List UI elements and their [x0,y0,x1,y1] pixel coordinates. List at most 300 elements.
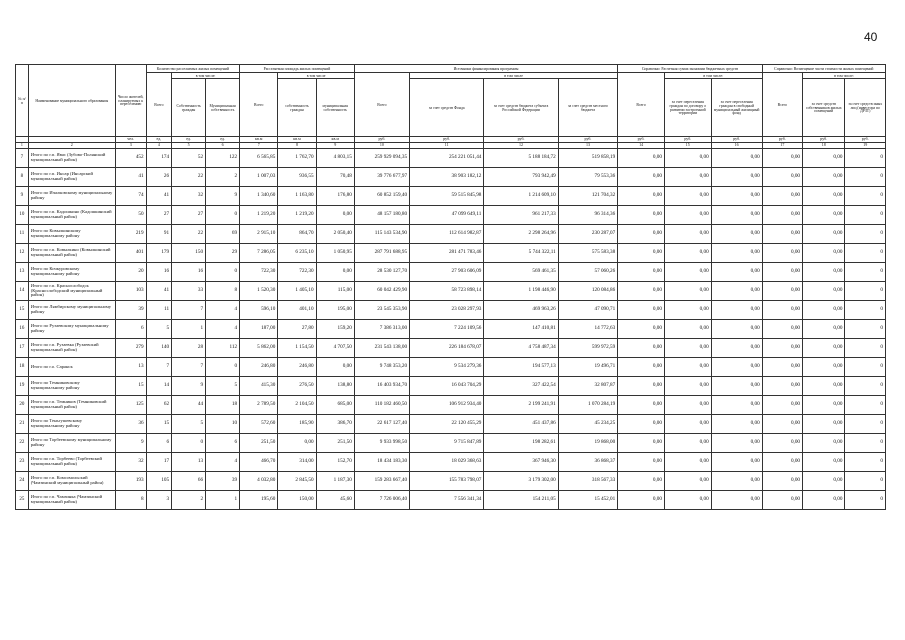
value-cell: 159 283 667,40 [354,472,409,491]
value-cell: 13 [172,453,206,472]
value-cell: 36 [115,415,146,434]
unit-cell: руб. [618,137,665,143]
value-cell: 32 [115,453,146,472]
column-number-cell: 8 [278,143,316,149]
header-rooms-total: Всего [146,73,171,137]
value-cell: 62 [146,396,171,415]
value-cell: 0,00 [762,206,802,225]
value-cell: 115,00 [316,282,354,301]
column-number-cell: 5 [172,143,206,149]
value-cell: 2 [206,168,240,187]
header-rooms-citizen: Собственность граждан [172,79,206,137]
value-cell: 0,00 [711,244,762,263]
value-cell: 0 [206,206,240,225]
value-cell: 0,00 [762,320,802,339]
value-cell: 0,00 [762,187,802,206]
value-cell: 1 050,95 [316,244,354,263]
value-cell: 287 791 688,95 [354,244,409,263]
value-cell: 59 515 845,98 [410,187,484,206]
column-number-cell: 4 [146,143,171,149]
value-cell: 0,00 [762,244,802,263]
value-cell: 0,00 [711,472,762,491]
value-cell: 16 403 934,70 [354,377,409,396]
value-cell: 7 386 313,00 [354,320,409,339]
value-cell: 185,90 [278,415,316,434]
column-number-cell: 11 [410,143,484,149]
municipality-name: Итого по г.п. Инсар (Инсарский муниципальный район) [28,168,115,187]
column-number-cell: 13 [558,143,618,149]
value-cell: 0,00 [711,453,762,472]
value-cell: 5 188 184,72 [484,149,558,168]
value-cell: 193 [115,472,146,491]
value-cell: 20 [115,263,146,282]
value-cell: 17 [146,453,171,472]
municipality-name: Итого по г.п. Явас (Зубово-Полянский муниципальный район) [28,149,115,168]
value-cell: 179 [146,244,171,263]
value-cell: 722,30 [278,263,316,282]
row-number: 8 [16,168,29,187]
value-cell: 0,00 [762,377,802,396]
value-cell: 2 298 264,96 [484,225,558,244]
value-cell: 96 314,36 [558,206,618,225]
value-cell: 1 [206,491,240,510]
value-cell: 1 340,60 [240,187,278,206]
value-cell: 122 [206,149,240,168]
value-cell: 187,00 [240,320,278,339]
value-cell: 4 707,50 [316,339,354,358]
value-cell: 0,00 [711,339,762,358]
value-cell: 152,70 [316,453,354,472]
value-cell: 7 726 006,40 [354,491,409,510]
row-number: 7 [16,149,29,168]
table-row [16,472,886,491]
value-cell: 0,00 [803,282,845,301]
value-cell: 32 807,87 [558,377,618,396]
value-cell: 0 [845,472,886,491]
value-cell: 103 [115,282,146,301]
value-cell: 195,00 [316,301,354,320]
row-number: 19 [16,377,29,396]
unit-cell: руб. [354,137,409,143]
header-area-subgroup: в том числе [278,73,354,79]
value-cell: 48 157 180,80 [354,206,409,225]
value-cell: 155 783 798,07 [410,472,484,491]
value-cell: 6 [146,434,171,453]
value-cell: 2 [172,491,206,510]
row-number: 25 [16,491,29,510]
value-cell: 41 [146,282,171,301]
value-cell: 115 143 534,90 [354,225,409,244]
value-cell: 1 405,10 [278,282,316,301]
value-cell: 150 [172,244,206,263]
table-row [16,149,886,168]
value-cell: 1 762,70 [278,149,316,168]
value-cell: 469 963,26 [484,301,558,320]
value-cell: 27,80 [278,320,316,339]
value-cell: 0,00 [618,434,665,453]
value-cell: 41 [146,187,171,206]
value-cell: 7 224 109,56 [410,320,484,339]
unit-cell: руб. [410,137,484,143]
value-cell: 0,00 [762,301,802,320]
column-number-cell: 12 [484,143,558,149]
header-municipality: Наименование муниципального образования [28,65,115,137]
value-cell: 150,00 [278,491,316,510]
value-cell: 1 007,03 [240,168,278,187]
header-rooms-subgroup: в том числе: [172,73,240,79]
value-cell: 276,50 [278,377,316,396]
table-row [16,358,886,377]
value-cell: 147 410,81 [484,320,558,339]
municipality-name: Итого по Торбеевскому муниципальному району [28,434,115,453]
value-cell: 29 [206,244,240,263]
table-row [16,206,886,225]
value-cell: 154 211,05 [484,491,558,510]
header-area-citizen: собственность граждан [278,79,316,137]
value-cell: 415,30 [240,377,278,396]
value-cell: 0,00 [762,453,802,472]
value-cell: 0,00 [316,358,354,377]
value-cell: 0,00 [618,263,665,282]
table-row [16,263,886,282]
value-cell: 0,00 [762,491,802,510]
value-cell: 0,00 [664,244,711,263]
value-cell: 22 617 127,40 [354,415,409,434]
value-cell: 251,50 [316,434,354,453]
value-cell: 39 [206,472,240,491]
value-cell: 0,00 [762,149,802,168]
value-cell: 2 050,40 [316,225,354,244]
value-cell: 4 803,15 [316,149,354,168]
value-cell: 0,00 [711,263,762,282]
value-cell: 4 032,80 [240,472,278,491]
value-cell: 0,00 [803,339,845,358]
table-row [16,491,886,510]
value-cell: 519 858,19 [558,149,618,168]
column-number-cell: 16 [711,143,762,149]
value-cell: 5 744 322,11 [484,244,558,263]
value-cell: 194 577,13 [484,358,558,377]
value-cell: 138,80 [316,377,354,396]
value-cell: 0 [206,358,240,377]
value-cell: 41 [115,168,146,187]
value-cell: 74 [115,187,146,206]
value-cell: 961 217,33 [484,206,558,225]
value-cell: 0 [845,282,886,301]
value-cell: 0,00 [618,225,665,244]
value-cell: 246,80 [278,358,316,377]
value-cell: 15 [146,415,171,434]
value-cell: 0,00 [618,396,665,415]
value-cell: 66 [172,472,206,491]
header-fund-local: за счет средств местного бюджета [558,79,618,137]
value-cell: 0 [845,434,886,453]
column-number-cell: 6 [206,143,240,149]
header-fund-subject: за счет средств бюджета субъекта Российской Федерации [484,79,558,137]
value-cell: 106 912 934,40 [410,396,484,415]
value-cell: 0 [845,149,886,168]
value-cell: 9 534 279,36 [410,358,484,377]
value-cell: 27 903 606,09 [410,263,484,282]
value-cell: 219 [115,225,146,244]
header-compensation-total: Всего [762,73,802,137]
value-cell: 28 [172,339,206,358]
value-cell: 4 [206,301,240,320]
value-cell: 0,00 [762,225,802,244]
value-cell: 452 [115,149,146,168]
table-row [16,453,886,472]
header-area-group: Расселяемая площадь жилых помещений [240,65,355,73]
municipality-name: Итого по Ковылкинскому муниципальному району [28,225,115,244]
value-cell: 246,80 [240,358,278,377]
value-cell: 0,00 [664,320,711,339]
table-row [16,244,886,263]
value-cell: 401,10 [278,301,316,320]
value-cell: 0 [845,263,886,282]
value-cell: 0,00 [618,491,665,510]
column-number-cell: 10 [354,143,409,149]
municipality-name: Итого по г.п. Кадошкино (Кадошкинский муниципальный район) [28,206,115,225]
row-number: 22 [16,434,29,453]
value-cell: 367 946,30 [484,453,558,472]
row-number: 14 [16,282,29,301]
value-cell: 9 [206,187,240,206]
value-cell: 1 520,30 [240,282,278,301]
column-number-cell: 15 [664,143,711,149]
value-cell: 22 [172,225,206,244]
value-cell: 0,00 [762,415,802,434]
value-cell: 60 852 159,40 [354,187,409,206]
value-cell: 45,60 [316,491,354,510]
column-number-cell: 9 [316,143,354,149]
value-cell: 0,00 [664,301,711,320]
value-cell: 0,00 [803,453,845,472]
row-number: 10 [16,206,29,225]
municipality-name: Итого по Теньгушевскому муниципальному району [28,415,115,434]
value-cell: 70,48 [316,168,354,187]
value-cell: 10 [206,415,240,434]
value-cell: 0,00 [711,187,762,206]
value-cell: 198 282,61 [484,434,558,453]
value-cell: 0,00 [316,263,354,282]
unit-cell: руб. [484,137,558,143]
value-cell: 0,00 [664,472,711,491]
value-cell: 19 868,00 [558,434,618,453]
table-row [16,434,886,453]
municipality-name: Итого по г.п. Чамзинка (Чамзинский муниципальный район) [28,491,115,510]
value-cell: 251,50 [240,434,278,453]
value-cell: 3 [146,491,171,510]
row-number: 21 [16,415,29,434]
value-cell: 0,00 [618,282,665,301]
value-cell: 0,00 [618,453,665,472]
value-cell: 15 452,01 [558,491,618,510]
value-cell: 159,20 [316,320,354,339]
unit-cell: кв.м [278,137,316,143]
row-number: 18 [16,358,29,377]
value-cell: 23 545 353,90 [354,301,409,320]
unit-cell: чел. [115,137,146,143]
value-cell: 16 043 704,29 [410,377,484,396]
value-cell: 0,00 [711,358,762,377]
value-cell: 0 [845,377,886,396]
value-cell: 722,30 [240,263,278,282]
value-cell: 26 [146,168,171,187]
municipality-name: Итого по г.п. Рузаевка (Рузаевский муниципальный район) [28,339,115,358]
value-cell: 327 422,54 [484,377,558,396]
header-comp-owners: за счет средств собственников жилых помещений [803,79,845,137]
value-cell: 28 530 127,70 [354,263,409,282]
value-cell: 1 070 284,19 [558,396,618,415]
value-cell: 9 748 353,20 [354,358,409,377]
value-cell: 1 154,50 [278,339,316,358]
column-number-cell: 17 [762,143,802,149]
value-cell: 318 567,33 [558,472,618,491]
value-cell: 6 [206,434,240,453]
value-cell: 0,00 [803,225,845,244]
value-cell: 0,00 [711,377,762,396]
unit-cell: руб. [803,137,845,143]
value-cell: 0,00 [762,168,802,187]
value-cell: 11 [146,301,171,320]
value-cell: 0 [845,396,886,415]
value-cell: 0,00 [664,339,711,358]
value-cell: 0,00 [711,320,762,339]
value-cell: 1 198 446,90 [484,282,558,301]
table-row [16,187,886,206]
value-cell: 15 [115,377,146,396]
value-cell: 0 [845,358,886,377]
value-cell: 0,00 [664,453,711,472]
value-cell: 0,00 [803,263,845,282]
value-cell: 16 [172,263,206,282]
value-cell: 18 029 368,63 [410,453,484,472]
header-area-municipal: муниципальная собственность [316,79,354,137]
value-cell: 0,00 [762,339,802,358]
value-cell: 451 437,86 [484,415,558,434]
value-cell: 3 179 302,00 [484,472,558,491]
value-cell: 936,55 [278,168,316,187]
unit-cell: руб. [762,137,802,143]
housing-resettlement-table [15,64,886,510]
value-cell: 1 163,80 [278,187,316,206]
value-cell: 4 [206,453,240,472]
value-cell: 0,00 [803,149,845,168]
value-cell: 254 221 051,44 [410,149,484,168]
value-cell: 0,00 [711,415,762,434]
value-cell: 0 [845,187,886,206]
value-cell: 27 [172,206,206,225]
municipality-name: Итого по Ичалковскому муниципальному району [28,187,115,206]
value-cell: 0,00 [664,396,711,415]
value-cell: 110 182 460,50 [354,396,409,415]
value-cell: 0,00 [803,168,845,187]
row-number: 11 [16,225,29,244]
table-row [16,415,886,434]
value-cell: 9 715 847,89 [410,434,484,453]
value-cell: 2 199 241,91 [484,396,558,415]
municipality-name: Итого по Кочкуровскому муниципальному району [28,263,115,282]
value-cell: 60 042 429,90 [354,282,409,301]
value-cell: 0,00 [762,358,802,377]
column-number-cell: 18 [803,143,845,149]
value-cell: 0,00 [618,301,665,320]
value-cell: 5 862,00 [240,339,278,358]
value-cell: 0 [845,320,886,339]
value-cell: 2 845,50 [278,472,316,491]
value-cell: 386,70 [316,415,354,434]
value-cell: 0,00 [618,358,665,377]
value-cell: 140 [146,339,171,358]
value-cell: 125 [115,396,146,415]
value-cell: 4 [206,320,240,339]
value-cell: 27 [146,206,171,225]
header-savings-group: Справочно: Расчетная сумма экономии бюджетных средств [618,65,762,73]
value-cell: 47 090,71 [558,301,618,320]
value-cell: 0,00 [803,244,845,263]
value-cell: 0 [206,263,240,282]
value-cell: 105 [146,472,171,491]
value-cell: 0,00 [803,377,845,396]
value-cell: 0,00 [711,168,762,187]
value-cell: 39 776 677,97 [354,168,409,187]
value-cell: 50 [115,206,146,225]
value-cell: 0,00 [803,358,845,377]
value-cell: 19 496,71 [558,358,618,377]
value-cell: 0,00 [803,415,845,434]
value-cell: 1 187,30 [316,472,354,491]
value-cell: 8 [206,282,240,301]
value-cell: 57 060,26 [558,263,618,282]
value-cell: 596,10 [240,301,278,320]
value-cell: 230 287,07 [558,225,618,244]
value-cell: 0,00 [762,396,802,415]
value-cell: 121 704,32 [558,187,618,206]
value-cell: 38 903 182,12 [410,168,484,187]
value-cell: 0,00 [762,434,802,453]
header-funding-group: Источники финансирования программы [354,65,617,73]
value-cell: 1 214 609,10 [484,187,558,206]
value-cell: 279 [115,339,146,358]
value-cell: 7 [146,358,171,377]
value-cell: 2 789,50 [240,396,278,415]
value-cell: 1 [172,320,206,339]
value-cell: 32 [172,187,206,206]
value-cell: 0 [845,168,886,187]
value-cell: 2 104,50 [278,396,316,415]
value-cell: 864,70 [278,225,316,244]
header-savings-total: Всего [618,73,665,137]
value-cell: 0,00 [618,472,665,491]
value-cell: 569 461,35 [484,263,558,282]
value-cell: 0,00 [664,358,711,377]
value-cell: 0,00 [664,206,711,225]
unit-cell: руб. [711,137,762,143]
value-cell: 1 219,20 [240,206,278,225]
municipality-name: Итого по г.п. Темников (Темниковский муниципальный район) [28,396,115,415]
value-cell: 0,00 [803,301,845,320]
value-cell: 0,00 [618,320,665,339]
value-cell: 0 [845,225,886,244]
value-cell: 0,00 [618,377,665,396]
value-cell: 0,00 [316,206,354,225]
value-cell: 58 723 898,14 [410,282,484,301]
value-cell: 6 [115,320,146,339]
header-rooms-group: Количество расселяемых жилых помещений [146,65,239,73]
value-cell: 14 772,63 [558,320,618,339]
value-cell: 18 434 183,30 [354,453,409,472]
unit-cell: руб. [845,137,886,143]
